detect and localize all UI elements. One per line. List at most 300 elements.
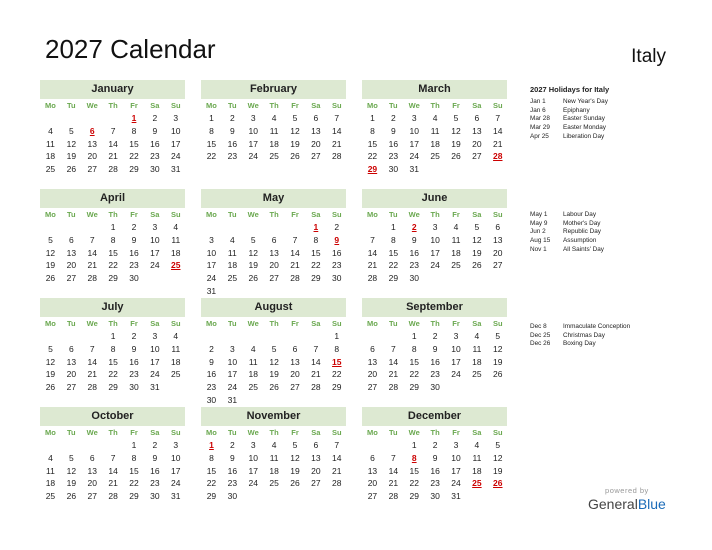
holiday-list-q3 <box>530 323 630 349</box>
day-cell: 1 <box>209 113 214 123</box>
day-cell: 8 <box>390 234 396 245</box>
holiday-day-cell: 26 <box>493 478 503 489</box>
weekday-label: Su <box>492 101 503 110</box>
weekday-label: Fr <box>291 319 299 328</box>
day-cell: 26 <box>451 151 461 162</box>
day-cell: 14 <box>290 247 300 258</box>
holiday-name: All Saints' Day <box>563 245 604 253</box>
weekday-label: Fr <box>452 210 460 219</box>
weekday-label: We <box>86 101 98 110</box>
empty-cell <box>362 439 383 452</box>
day-cell: 10 <box>451 452 461 463</box>
day-cell: 7 <box>370 234 375 245</box>
holiday-date: May 9 <box>530 219 548 227</box>
day-cell: 15 <box>367 138 378 149</box>
day-cell: 29 <box>332 382 342 393</box>
weekday-label: Tu <box>389 101 398 110</box>
day-cell: 10 <box>409 125 419 136</box>
day-cell: 25 <box>430 151 440 162</box>
day-cell: 19 <box>472 247 482 258</box>
weekday-label: Tu <box>389 319 398 328</box>
day-cell: 15 <box>311 247 321 258</box>
day-cell: 19 <box>66 478 77 489</box>
day-cell: 10 <box>430 234 440 245</box>
holiday-day-cell: 1 <box>131 113 137 123</box>
day-cell: 23 <box>150 151 160 162</box>
day-cell: 28 <box>332 478 342 489</box>
day-cell: 1 <box>110 331 116 341</box>
day-cell: 17 <box>227 369 238 380</box>
day-cell: 8 <box>411 343 417 354</box>
day-cell: 13 <box>66 356 77 367</box>
weekday-label: Th <box>430 428 440 437</box>
day-cell: 6 <box>370 343 375 354</box>
day-cell: 9 <box>152 452 158 463</box>
day-cell: 13 <box>87 138 97 149</box>
weekday-label: We <box>86 210 98 219</box>
day-cell: 26 <box>45 382 56 393</box>
day-cell: 13 <box>311 125 321 136</box>
day-cell: 8 <box>209 452 214 463</box>
day-cell: 22 <box>409 478 419 489</box>
holiday-name: Republic Day <box>563 228 602 236</box>
day-cell: 3 <box>250 113 256 123</box>
month-may <box>201 189 346 298</box>
weekday-label: Sa <box>472 428 482 437</box>
holiday-date: Dec 25 <box>530 331 551 339</box>
day-cell: 22 <box>108 260 118 271</box>
month-title: October <box>40 407 185 426</box>
day-cell: 9 <box>229 452 235 463</box>
day-cell: 7 <box>390 343 396 354</box>
day-cell: 30 <box>388 164 399 175</box>
day-cell: 26 <box>290 478 300 489</box>
weekday-label: Fr <box>130 101 138 110</box>
day-cell: 2 <box>131 331 137 341</box>
day-cell: 22 <box>409 369 419 380</box>
day-cell: 28 <box>311 382 321 393</box>
day-cell: 3 <box>250 440 256 450</box>
empty-cell <box>264 221 285 234</box>
day-cell: 19 <box>290 138 300 149</box>
day-cell: 9 <box>390 125 396 136</box>
holiday-name: Assumption <box>563 237 597 245</box>
day-cell: 7 <box>110 452 116 463</box>
weekday-label: We <box>86 319 98 328</box>
day-cell: 11 <box>269 452 279 463</box>
day-cell: 29 <box>409 382 419 393</box>
day-cell: 30 <box>150 164 160 175</box>
weekday-label: We <box>86 428 98 437</box>
day-cell: 6 <box>370 452 375 463</box>
empty-cell <box>243 221 264 234</box>
weekday-label: Tu <box>389 210 398 219</box>
empty-cell <box>243 330 264 343</box>
day-cell: 31 <box>409 164 419 175</box>
day-cell: 6 <box>68 234 74 245</box>
day-cell: 28 <box>87 382 97 393</box>
empty-cell <box>40 112 61 125</box>
day-cell: 18 <box>45 151 56 162</box>
month-title: March <box>362 80 507 99</box>
holiday-entry <box>530 107 609 116</box>
day-cell: 19 <box>269 369 279 380</box>
weekday-label: Th <box>108 210 118 219</box>
weekday-label: Th <box>108 101 118 110</box>
weekday-label: Sa <box>311 210 321 219</box>
weekday-label: Sa <box>150 319 160 328</box>
holiday-date: Jun 2 <box>530 228 546 236</box>
weekday-label: We <box>247 428 259 437</box>
day-cell: 11 <box>430 125 440 136</box>
day-cell: 3 <box>173 440 179 450</box>
weekday-label: Su <box>492 319 503 328</box>
day-cell: 3 <box>173 113 179 123</box>
month-february <box>201 80 346 163</box>
day-cell: 31 <box>171 164 181 175</box>
day-cell: 14 <box>332 452 342 463</box>
day-cell: 17 <box>171 138 181 149</box>
day-cell: 29 <box>108 273 118 284</box>
empty-cell <box>285 221 306 234</box>
day-cell: 27 <box>311 151 321 162</box>
day-cell: 27 <box>311 478 321 489</box>
weekday-label: Su <box>170 210 181 219</box>
day-cell: 20 <box>87 478 97 489</box>
day-cell: 29 <box>311 273 321 284</box>
day-cell: 25 <box>451 260 461 271</box>
empty-cell <box>103 439 124 452</box>
empty-cell <box>264 330 285 343</box>
day-cell: 31 <box>171 491 181 502</box>
day-cell: 24 <box>451 478 461 489</box>
day-cell: 24 <box>227 382 238 393</box>
holidays-title: 2027 Holidays for Italy <box>530 85 610 94</box>
empty-cell <box>201 330 222 343</box>
day-cell: 8 <box>209 125 214 136</box>
day-cell: 2 <box>209 343 214 354</box>
day-cell: 14 <box>388 465 399 476</box>
weekday-label: Th <box>269 101 279 110</box>
day-cell: 11 <box>46 465 55 476</box>
day-cell: 26 <box>269 382 279 393</box>
empty-cell <box>82 112 103 125</box>
day-cell: 12 <box>66 465 77 476</box>
day-cell: 16 <box>409 247 419 258</box>
month-title: September <box>362 298 507 317</box>
holiday-date: Apr 25 <box>530 132 549 140</box>
day-cell: 7 <box>334 113 340 123</box>
day-cell: 9 <box>411 234 417 245</box>
day-cell: 30 <box>332 273 342 284</box>
day-cell: 15 <box>409 356 419 367</box>
holiday-name: Easter Sunday <box>563 115 605 123</box>
day-cell: 6 <box>474 113 480 123</box>
day-cell: 1 <box>390 222 396 232</box>
empty-cell <box>383 439 404 452</box>
powered-by-text: powered by <box>605 486 649 495</box>
weekday-label: Sa <box>472 210 482 219</box>
holiday-day-cell: 29 <box>367 164 378 175</box>
day-cell: 3 <box>152 222 158 232</box>
day-cell: 29 <box>409 491 419 502</box>
weekday-label: Fr <box>130 210 138 219</box>
day-cell: 18 <box>269 138 279 149</box>
holiday-list-q1 <box>530 85 609 141</box>
day-cell: 10 <box>171 452 181 463</box>
day-cell: 9 <box>131 343 137 354</box>
holiday-entry <box>530 211 604 220</box>
day-cell: 19 <box>45 369 56 380</box>
day-cell: 26 <box>66 164 77 175</box>
day-cell: 21 <box>367 260 378 271</box>
day-cell: 29 <box>108 382 118 393</box>
day-cell: 30 <box>129 273 139 284</box>
day-cell: 10 <box>150 343 160 354</box>
holiday-day-cell: 1 <box>209 440 214 450</box>
day-cell: 4 <box>229 234 235 245</box>
weekday-label: Th <box>269 210 279 219</box>
day-cell: 17 <box>430 247 440 258</box>
day-cell: 5 <box>292 113 298 123</box>
month-june <box>362 189 507 285</box>
day-cell: 18 <box>171 247 181 258</box>
day-cell: 31 <box>227 394 238 405</box>
weekday-label: Mo <box>45 101 56 110</box>
day-cell: 22 <box>206 478 217 489</box>
empty-cell <box>362 330 383 343</box>
day-cell: 31 <box>206 285 217 296</box>
day-cell: 14 <box>108 465 118 476</box>
holiday-name: Mother's Day <box>563 219 601 227</box>
day-cell: 30 <box>227 491 238 502</box>
day-cell: 19 <box>493 356 503 367</box>
day-cell: 4 <box>271 440 277 450</box>
day-cell: 27 <box>472 151 482 162</box>
day-cell: 9 <box>209 356 214 367</box>
day-cell: 18 <box>451 247 461 258</box>
month-march <box>362 80 507 176</box>
day-cell: 26 <box>472 260 482 271</box>
day-cell: 26 <box>493 369 503 380</box>
day-cell: 17 <box>451 465 461 476</box>
day-cell: 28 <box>367 273 378 284</box>
weekday-label: Mo <box>45 428 56 437</box>
day-cell: 20 <box>311 465 321 476</box>
day-cell: 21 <box>332 465 342 476</box>
empty-cell <box>82 439 103 452</box>
month-july <box>40 298 185 394</box>
day-cell: 21 <box>290 260 300 271</box>
day-cell: 7 <box>292 234 298 245</box>
day-cell: 18 <box>269 465 279 476</box>
day-cell: 11 <box>248 356 258 367</box>
holiday-date: Mar 29 <box>530 124 550 132</box>
day-cell: 25 <box>45 164 56 175</box>
holiday-entry <box>530 220 604 229</box>
day-cell: 8 <box>313 234 319 245</box>
holiday-day-cell: 28 <box>493 151 503 162</box>
weekday-label: Mo <box>206 319 217 328</box>
day-cell: 12 <box>493 452 503 463</box>
day-cell: 15 <box>206 465 217 476</box>
day-cell: 4 <box>48 125 53 136</box>
empty-cell <box>383 330 404 343</box>
weekday-label: Tu <box>228 319 237 328</box>
weekday-label: Su <box>331 319 342 328</box>
day-cell: 11 <box>472 452 482 463</box>
day-cell: 9 <box>131 234 137 245</box>
weekday-label: Th <box>269 428 279 437</box>
day-cell: 24 <box>451 369 461 380</box>
day-cell: 4 <box>474 440 480 450</box>
day-cell: 21 <box>108 151 118 162</box>
day-cell: 27 <box>87 164 97 175</box>
empty-cell <box>222 221 243 234</box>
day-cell: 11 <box>227 247 237 258</box>
day-cell: 2 <box>152 440 158 450</box>
day-cell: 16 <box>430 465 440 476</box>
holiday-day-cell: 2 <box>411 222 417 232</box>
day-cell: 15 <box>409 465 419 476</box>
day-cell: 2 <box>229 113 235 123</box>
weekday-label: We <box>408 428 420 437</box>
generalblue-logo <box>588 486 666 512</box>
weekday-label: Su <box>331 101 342 110</box>
day-cell: 25 <box>45 491 56 502</box>
day-cell: 17 <box>248 465 258 476</box>
month-title: April <box>40 189 185 208</box>
day-cell: 24 <box>409 151 419 162</box>
holiday-entry <box>530 332 630 341</box>
day-cell: 31 <box>451 491 461 502</box>
day-cell: 23 <box>430 478 440 489</box>
day-cell: 1 <box>411 440 417 450</box>
day-cell: 5 <box>250 234 256 245</box>
day-cell: 21 <box>87 369 97 380</box>
day-cell: 23 <box>409 260 419 271</box>
weekday-label: Fr <box>130 428 138 437</box>
weekday-label: Tu <box>67 319 76 328</box>
day-cell: 13 <box>493 234 503 245</box>
day-cell: 4 <box>432 113 438 123</box>
day-cell: 8 <box>110 343 116 354</box>
day-cell: 27 <box>269 273 279 284</box>
holiday-entry <box>530 124 609 133</box>
empty-cell <box>285 330 306 343</box>
day-cell: 14 <box>332 125 342 136</box>
weekday-label: Mo <box>367 210 378 219</box>
holiday-name: Christmas Day <box>563 331 605 339</box>
day-cell: 9 <box>432 343 438 354</box>
holiday-name: New Year's Day <box>563 98 608 105</box>
day-cell: 28 <box>87 273 97 284</box>
day-cell: 1 <box>370 113 375 123</box>
day-cell: 21 <box>388 478 399 489</box>
holiday-list-q2 <box>530 211 604 254</box>
holiday-date: May 1 <box>530 211 548 218</box>
day-cell: 10 <box>248 452 258 463</box>
day-cell: 13 <box>472 125 482 136</box>
day-cell: 19 <box>290 465 300 476</box>
empty-cell <box>82 221 103 234</box>
day-cell: 16 <box>150 138 160 149</box>
holiday-entry <box>530 98 609 107</box>
weekday-label: Tu <box>228 210 237 219</box>
day-cell: 13 <box>66 247 77 258</box>
day-cell: 10 <box>451 343 461 354</box>
day-cell: 28 <box>388 491 399 502</box>
holiday-date: Jan 6 <box>530 106 546 114</box>
day-cell: 5 <box>474 222 480 232</box>
day-cell: 14 <box>108 138 118 149</box>
weekday-label: Sa <box>311 428 321 437</box>
empty-cell <box>103 112 124 125</box>
weekday-label: Th <box>430 210 440 219</box>
holiday-day-cell: 25 <box>472 478 482 489</box>
holiday-name: Boxing Day <box>563 340 596 348</box>
day-cell: 1 <box>411 331 417 341</box>
weekday-label: We <box>247 319 259 328</box>
day-cell: 27 <box>66 273 77 284</box>
day-cell: 17 <box>171 465 181 476</box>
day-cell: 11 <box>171 343 181 354</box>
day-cell: 19 <box>66 151 77 162</box>
day-cell: 23 <box>430 369 440 380</box>
weekday-label: Tu <box>67 210 76 219</box>
day-cell: 28 <box>388 382 399 393</box>
holiday-entry <box>530 115 609 124</box>
weekday-label: Fr <box>452 428 460 437</box>
day-cell: 26 <box>45 273 56 284</box>
day-cell: 18 <box>248 369 258 380</box>
day-cell: 16 <box>227 465 238 476</box>
weekday-label: Tu <box>228 428 237 437</box>
day-cell: 2 <box>432 440 438 450</box>
weekday-label: Sa <box>150 210 160 219</box>
empty-cell <box>40 439 61 452</box>
day-cell: 20 <box>367 369 378 380</box>
weekday-label: Tu <box>67 101 76 110</box>
holiday-date: Nov 1 <box>530 245 547 253</box>
day-cell: 2 <box>432 331 438 341</box>
holiday-date: Dec 8 <box>530 323 547 330</box>
day-cell: 13 <box>367 465 378 476</box>
day-cell: 23 <box>150 478 160 489</box>
day-cell: 1 <box>131 440 137 450</box>
empty-cell <box>201 221 222 234</box>
day-cell: 20 <box>66 260 77 271</box>
holiday-date: Aug 15 <box>530 237 551 245</box>
day-cell: 22 <box>311 260 321 271</box>
day-cell: 7 <box>390 452 396 463</box>
day-cell: 8 <box>110 234 116 245</box>
weekday-label: We <box>247 101 259 110</box>
month-august <box>201 298 346 407</box>
day-cell: 5 <box>48 234 53 245</box>
day-cell: 24 <box>206 273 217 284</box>
month-title: January <box>40 80 185 99</box>
brand-blue: Blue <box>637 496 666 512</box>
holiday-name: Epiphany <box>563 106 590 114</box>
day-cell: 1 <box>334 331 340 341</box>
day-cell: 22 <box>129 151 139 162</box>
day-cell: 3 <box>209 234 214 245</box>
day-cell: 5 <box>68 452 74 463</box>
day-cell: 16 <box>430 356 440 367</box>
day-cell: 3 <box>432 222 438 232</box>
day-cell: 20 <box>472 138 482 149</box>
